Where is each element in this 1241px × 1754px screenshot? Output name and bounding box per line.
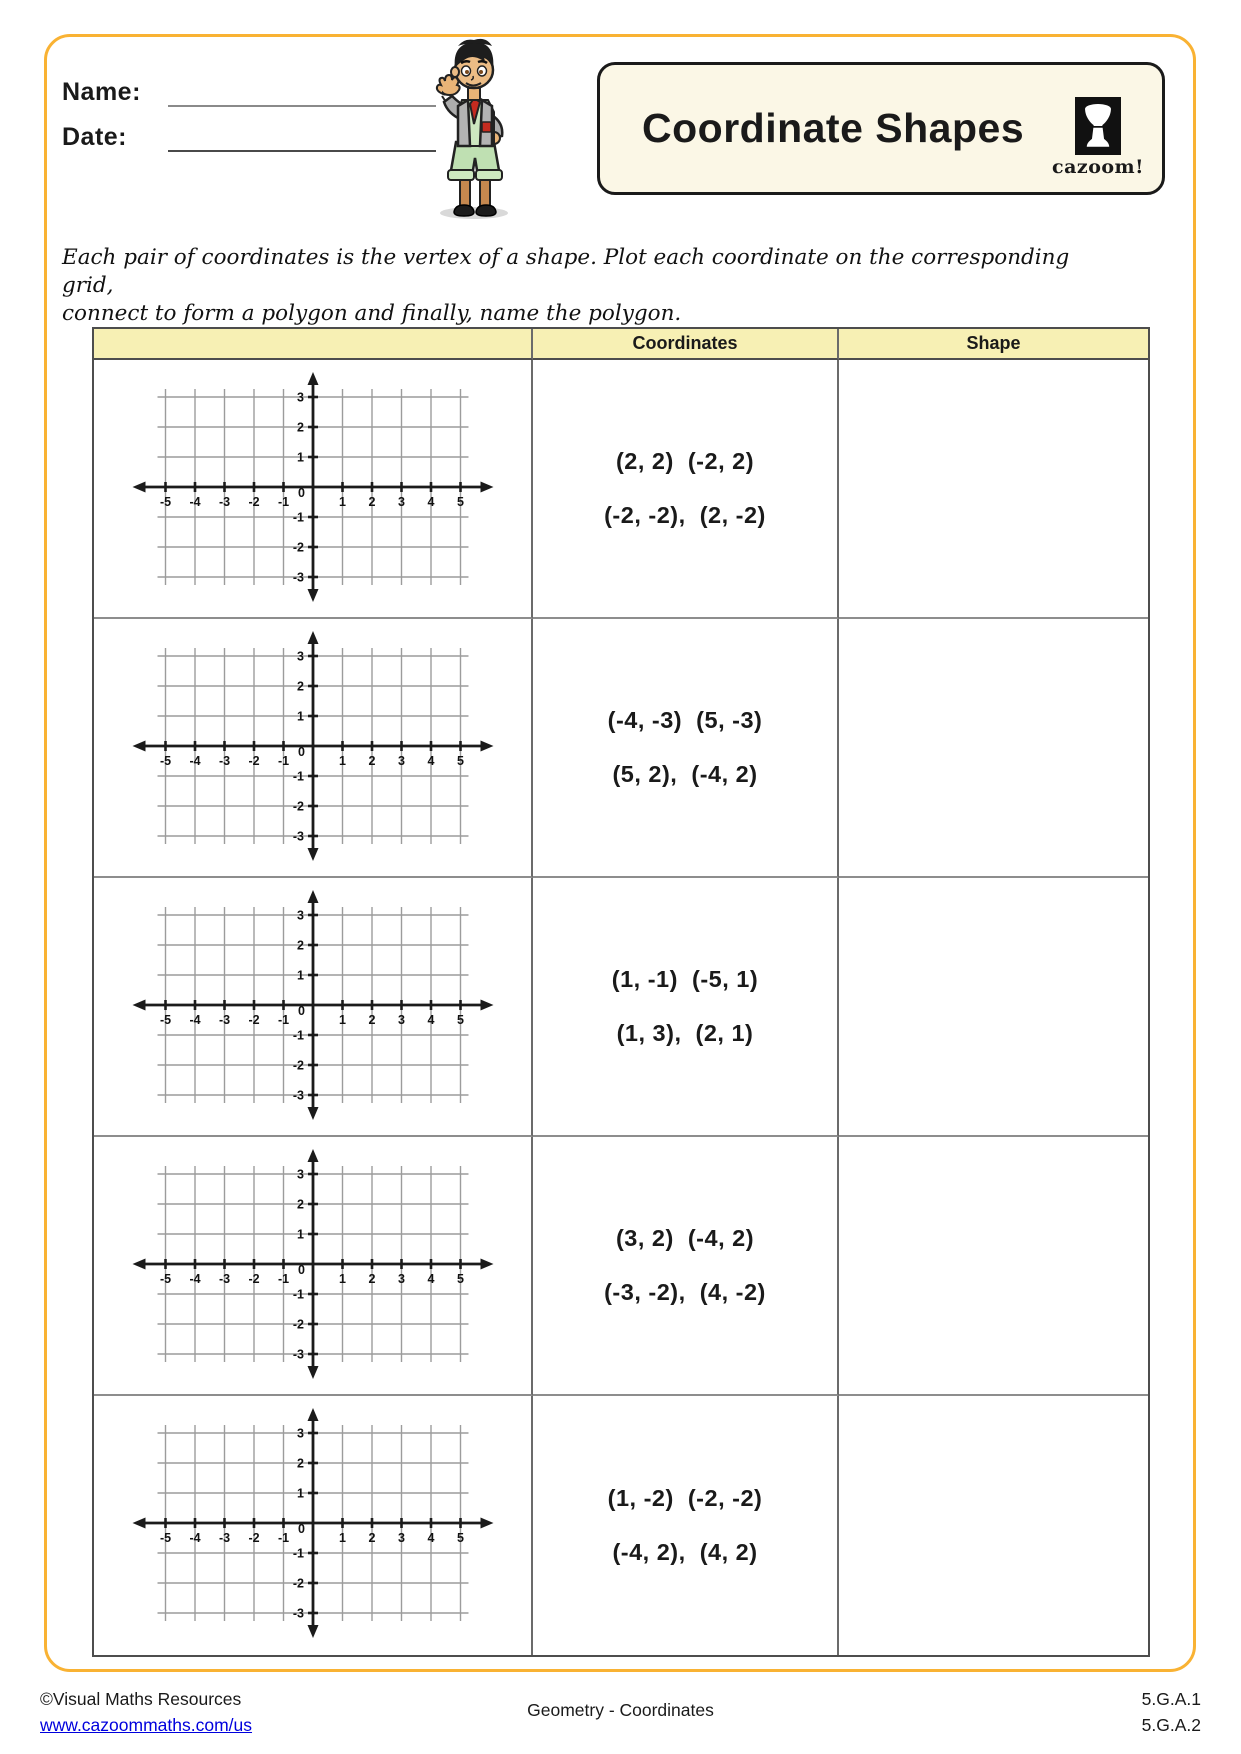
coordinates-cell	[533, 360, 839, 619]
svg-text:1: 1	[338, 1013, 346, 1027]
svg-text:-3: -3	[292, 1088, 304, 1103]
svg-text:3: 3	[397, 1013, 405, 1027]
coordinate-pairs-line: (5, 2), (-4, 2)	[612, 761, 758, 787]
svg-text:3: 3	[397, 1272, 405, 1286]
standard-code-1: 5.G.A.1	[1141, 1689, 1201, 1709]
svg-text:4: 4	[427, 1013, 434, 1027]
svg-text:3: 3	[296, 908, 304, 923]
coordinate-grid	[94, 360, 533, 619]
svg-text:5: 5	[456, 495, 464, 509]
svg-text:-4: -4	[188, 1531, 201, 1545]
page-footer	[0, 1680, 1241, 1750]
cazoom-drum-icon	[1075, 97, 1121, 155]
svg-text:-1: -1	[277, 1013, 289, 1027]
svg-text:4: 4	[427, 1272, 434, 1286]
svg-text:-2: -2	[292, 1058, 304, 1073]
shape-answer-cell	[839, 1137, 1148, 1396]
svg-text:2: 2	[296, 938, 304, 953]
svg-text:-5: -5	[159, 495, 171, 509]
date-write-line	[168, 124, 436, 152]
svg-text:2: 2	[368, 1013, 375, 1027]
svg-text:-5: -5	[159, 754, 171, 768]
svg-text:-1: -1	[277, 495, 289, 509]
instructions-text	[62, 244, 1072, 328]
coordinate-pairs-line: (-3, -2), (4, -2)	[604, 1279, 766, 1305]
coordinate-pairs-line: (-4, 2), (4, 2)	[612, 1539, 758, 1565]
coordinates-cell	[533, 878, 839, 1137]
svg-text:0: 0	[297, 1263, 305, 1277]
coordinate-pairs-line: (1, 3), (2, 1)	[616, 1020, 754, 1046]
svg-text:-4: -4	[188, 1013, 201, 1027]
name-field-row	[62, 78, 436, 107]
svg-text:1: 1	[296, 1227, 304, 1242]
name-write-line	[168, 79, 436, 107]
svg-text:-1: -1	[292, 1028, 304, 1043]
footer-standards	[1142, 1686, 1201, 1738]
svg-text:3: 3	[397, 1531, 405, 1545]
svg-text:-3: -3	[218, 1013, 230, 1027]
cazoom-logo	[1052, 97, 1144, 178]
svg-text:5: 5	[456, 754, 464, 768]
svg-text:-1: -1	[277, 754, 289, 768]
svg-text:3: 3	[296, 1426, 304, 1441]
svg-text:-3: -3	[218, 495, 230, 509]
svg-text:-4: -4	[188, 1272, 201, 1286]
shape-answer-cell	[839, 619, 1148, 878]
copyright-text: ©Visual Maths Resources	[40, 1689, 242, 1709]
coordinate-pairs-line: (-4, -3) (5, -3)	[607, 707, 763, 733]
table-header-grid	[94, 329, 533, 360]
svg-text:-3: -3	[218, 1531, 230, 1545]
svg-text:-3: -3	[292, 570, 304, 585]
svg-text:-1: -1	[277, 1531, 289, 1545]
coordinates-cell	[533, 619, 839, 878]
svg-text:0: 0	[297, 486, 305, 500]
instructions-line-2: connect to form a polygon and finally, name the polygon.	[62, 301, 682, 326]
svg-text:-3: -3	[292, 829, 304, 844]
svg-text:2: 2	[296, 1197, 304, 1212]
svg-text:-4: -4	[188, 495, 201, 509]
shape-answer-cell	[839, 360, 1148, 619]
svg-text:3: 3	[296, 390, 304, 405]
worksheet-table	[92, 327, 1150, 1657]
svg-text:-4: -4	[188, 754, 201, 768]
svg-text:4: 4	[427, 754, 434, 768]
page-title: Coordinate Shapes	[642, 105, 1025, 151]
svg-text:1: 1	[296, 450, 304, 465]
name-date-block	[62, 78, 436, 168]
svg-text:-1: -1	[292, 1287, 304, 1302]
svg-text:2: 2	[368, 1531, 375, 1545]
instructions-line-1: Each pair of coordinates is the vertex of a shape. Plot each coordinate on the corresponding grid,	[62, 245, 1070, 298]
svg-text:1: 1	[338, 495, 346, 509]
footer-topic: Geometry - Coordinates	[527, 1700, 714, 1720]
name-label: Name:	[62, 78, 141, 106]
svg-text:-2: -2	[292, 1317, 304, 1332]
coordinate-grid	[94, 878, 533, 1137]
svg-text:2: 2	[368, 1272, 375, 1286]
date-field-row	[62, 123, 436, 152]
shape-answer-cell	[839, 878, 1148, 1137]
coordinate-pairs-line: (-2, -2), (2, -2)	[604, 502, 766, 528]
svg-text:3: 3	[296, 649, 304, 664]
standard-code-2: 5.G.A.2	[1141, 1715, 1201, 1735]
svg-text:-2: -2	[247, 1013, 260, 1027]
svg-text:2: 2	[296, 679, 304, 694]
coordinate-pairs-line: (3, 2) (-4, 2)	[615, 1225, 755, 1251]
title-box	[597, 62, 1165, 195]
svg-text:-3: -3	[292, 1347, 304, 1362]
svg-text:3: 3	[397, 754, 405, 768]
cazoommaths-link[interactable]: www.cazoommaths.com/us	[40, 1715, 253, 1735]
coordinates-cell	[533, 1396, 839, 1655]
svg-text:5: 5	[456, 1013, 464, 1027]
svg-text:-2: -2	[247, 1531, 260, 1545]
svg-text:-2: -2	[292, 1576, 304, 1591]
svg-text:-5: -5	[159, 1013, 171, 1027]
svg-text:-2: -2	[292, 799, 304, 814]
svg-text:-2: -2	[247, 1272, 260, 1286]
svg-text:3: 3	[397, 495, 405, 509]
coordinate-pairs-line: (1, -2) (-2, -2)	[607, 1485, 763, 1511]
svg-text:-3: -3	[292, 1606, 304, 1621]
svg-text:1: 1	[296, 1486, 304, 1501]
svg-text:1: 1	[296, 968, 304, 983]
coordinates-cell	[533, 1137, 839, 1396]
svg-text:-1: -1	[292, 769, 304, 784]
svg-text:1: 1	[338, 1272, 346, 1286]
cazoom-logo-word: cazoom!	[1052, 156, 1144, 178]
svg-text:-3: -3	[218, 754, 230, 768]
svg-text:-2: -2	[247, 495, 260, 509]
svg-text:5: 5	[456, 1531, 464, 1545]
coordinate-grid	[94, 1137, 533, 1396]
svg-text:2: 2	[296, 1456, 304, 1471]
svg-text:2: 2	[368, 754, 375, 768]
svg-text:4: 4	[427, 1531, 434, 1545]
svg-text:1: 1	[338, 754, 346, 768]
svg-text:-5: -5	[159, 1531, 171, 1545]
svg-text:-2: -2	[292, 540, 304, 555]
coordinate-grid	[94, 619, 533, 878]
svg-text:5: 5	[456, 1272, 464, 1286]
svg-text:-1: -1	[292, 1546, 304, 1561]
coordinate-pairs-line: (2, 2) (-2, 2)	[615, 448, 755, 474]
svg-text:-1: -1	[277, 1272, 289, 1286]
svg-text:0: 0	[297, 745, 305, 759]
svg-text:2: 2	[296, 420, 304, 435]
table-header-coordinates: Coordinates	[533, 329, 839, 360]
coordinate-grid	[94, 1396, 533, 1655]
svg-text:1: 1	[296, 709, 304, 724]
svg-text:-2: -2	[247, 754, 260, 768]
svg-text:0: 0	[297, 1004, 305, 1018]
svg-text:-3: -3	[218, 1272, 230, 1286]
svg-text:2: 2	[368, 495, 375, 509]
shape-answer-cell	[839, 1396, 1148, 1655]
svg-text:1: 1	[338, 1531, 346, 1545]
svg-text:4: 4	[427, 495, 434, 509]
boy-character-illustration	[418, 30, 526, 220]
coordinate-pairs-line: (1, -1) (-5, 1)	[611, 966, 759, 992]
svg-text:-5: -5	[159, 1272, 171, 1286]
table-header-shape: Shape	[839, 329, 1148, 360]
date-label: Date:	[62, 123, 128, 151]
svg-text:0: 0	[297, 1522, 305, 1536]
svg-text:3: 3	[296, 1167, 304, 1182]
svg-text:-1: -1	[292, 510, 304, 525]
